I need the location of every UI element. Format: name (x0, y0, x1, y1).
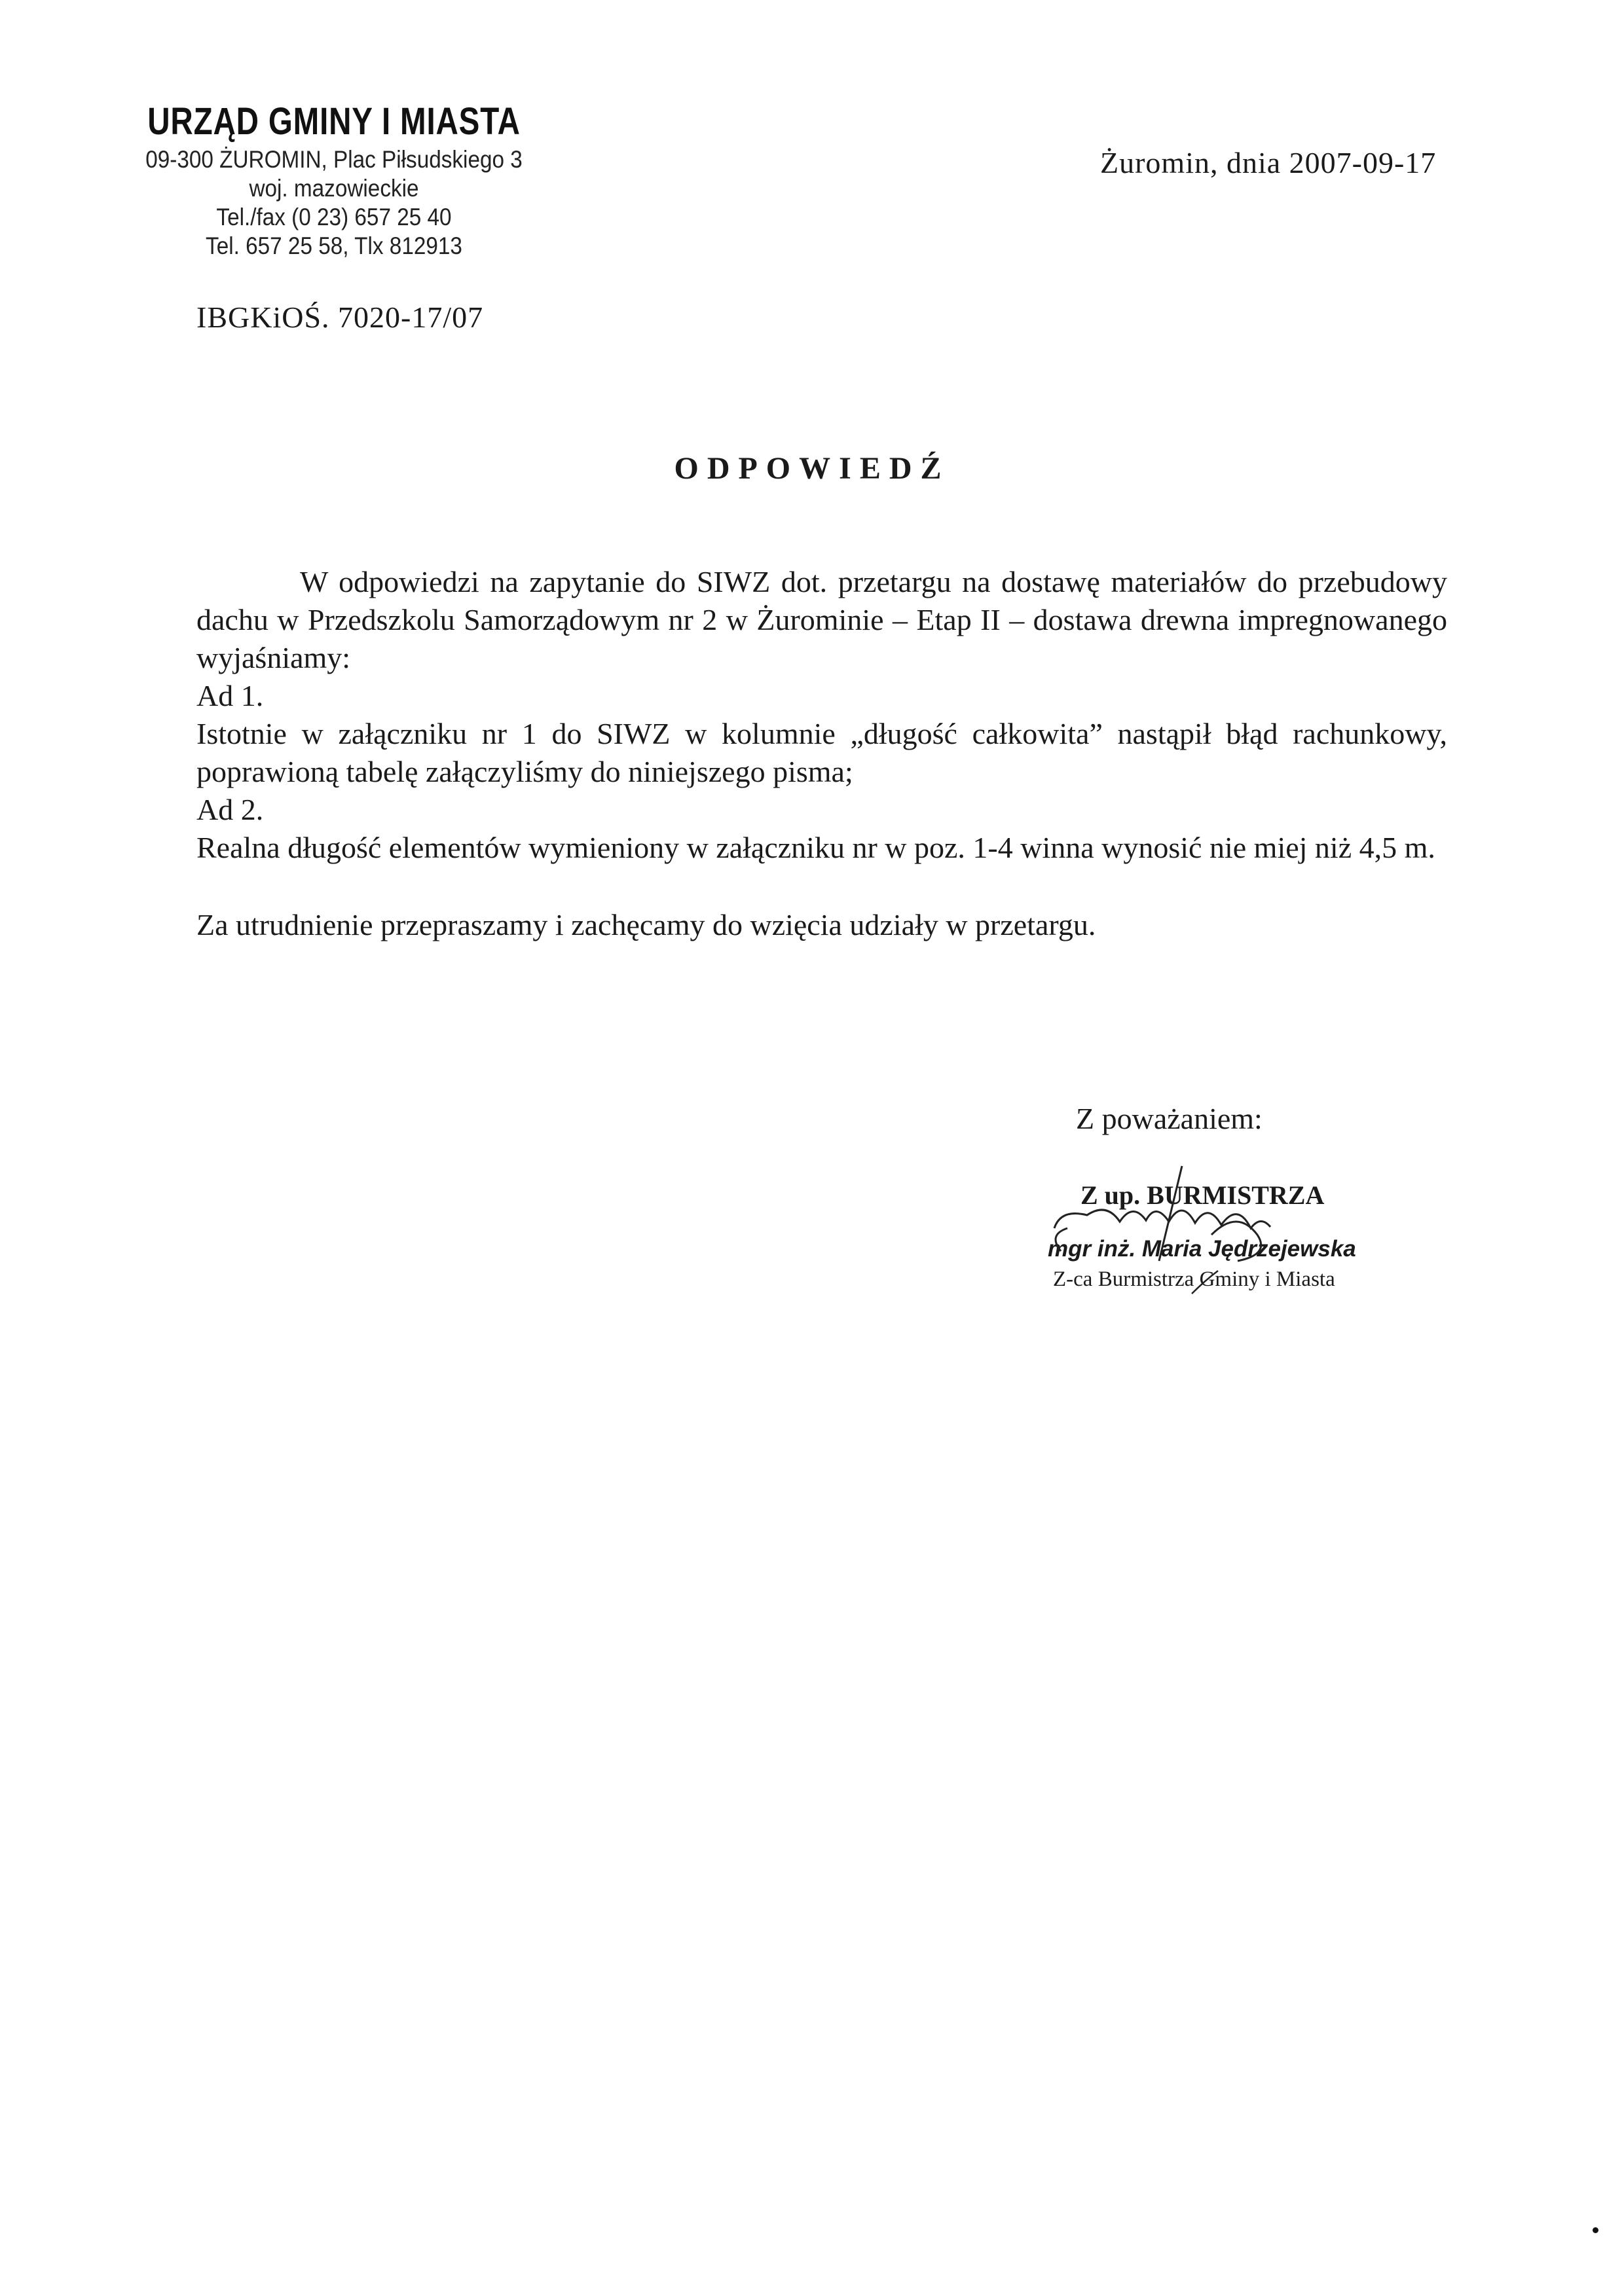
letter-body (196, 563, 1447, 944)
office-address: 09-300 ŻUROMIN, Plac Piłsudskiego 3 (145, 146, 523, 173)
office-stamp (98, 98, 570, 261)
document-title: ODPOWIEDŹ (674, 451, 950, 486)
scan-mark (1593, 2227, 1598, 2233)
apology-paragraph: Za utrudnienie przepraszamy i zachęcamy do wzięcia udziały w przetargu. (196, 908, 1096, 941)
ad1-label: Ad 1. (196, 679, 264, 712)
office-tel-telex: Tel. 657 25 58, Tlx 812913 (206, 232, 462, 259)
office-telfax: Tel./fax (0 23) 657 25 40 (216, 204, 452, 230)
office-province: woj. mazowieckie (249, 175, 419, 202)
ad2-paragraph: Realna długość elementów wymieniony w załączniku nr w poz. 1-4 winna wynosić nie miej niż 4,5 m. (196, 831, 1435, 864)
office-name: URZĄD GMINY I MIASTA (147, 100, 521, 143)
place-and-date: Żuromin, dnia 2007-09-17 (1100, 146, 1437, 179)
signature-authority: Z up. BURMISTRZA (1080, 1180, 1325, 1210)
intro-paragraph: W odpowiedzi na zapytanie do SIWZ dot. przetargu na dostawę materiałów do przebudowy dachu w Przedszkolu Samorządowym nr 2 w Żurominie – Etap II – dostawa drewna impregnowanego wyjaśniamy: (196, 565, 1447, 674)
ad2-label: Ad 2. (196, 793, 264, 826)
signature-block (1041, 1163, 1408, 1326)
signatory-function: Z-ca Burmistrza Gminy i Miasta (1053, 1267, 1335, 1291)
reference-number: IBGKiOŚ. 7020-17/07 (196, 301, 484, 334)
handwritten-signature (1041, 1163, 1408, 1326)
closing-phrase: Z poważaniem: (1076, 1102, 1263, 1135)
signatory-name: mgr inż. Maria Jędrzejewska (1048, 1236, 1356, 1262)
paragraph-spacer (196, 867, 1447, 906)
ad1-paragraph: Istotnie w załączniku nr 1 do SIWZ w kolumnie „długość całkowita” nastąpił błąd rachunkowy, poprawioną tabelę załączyliśmy do niniejszego pisma; (196, 717, 1447, 788)
